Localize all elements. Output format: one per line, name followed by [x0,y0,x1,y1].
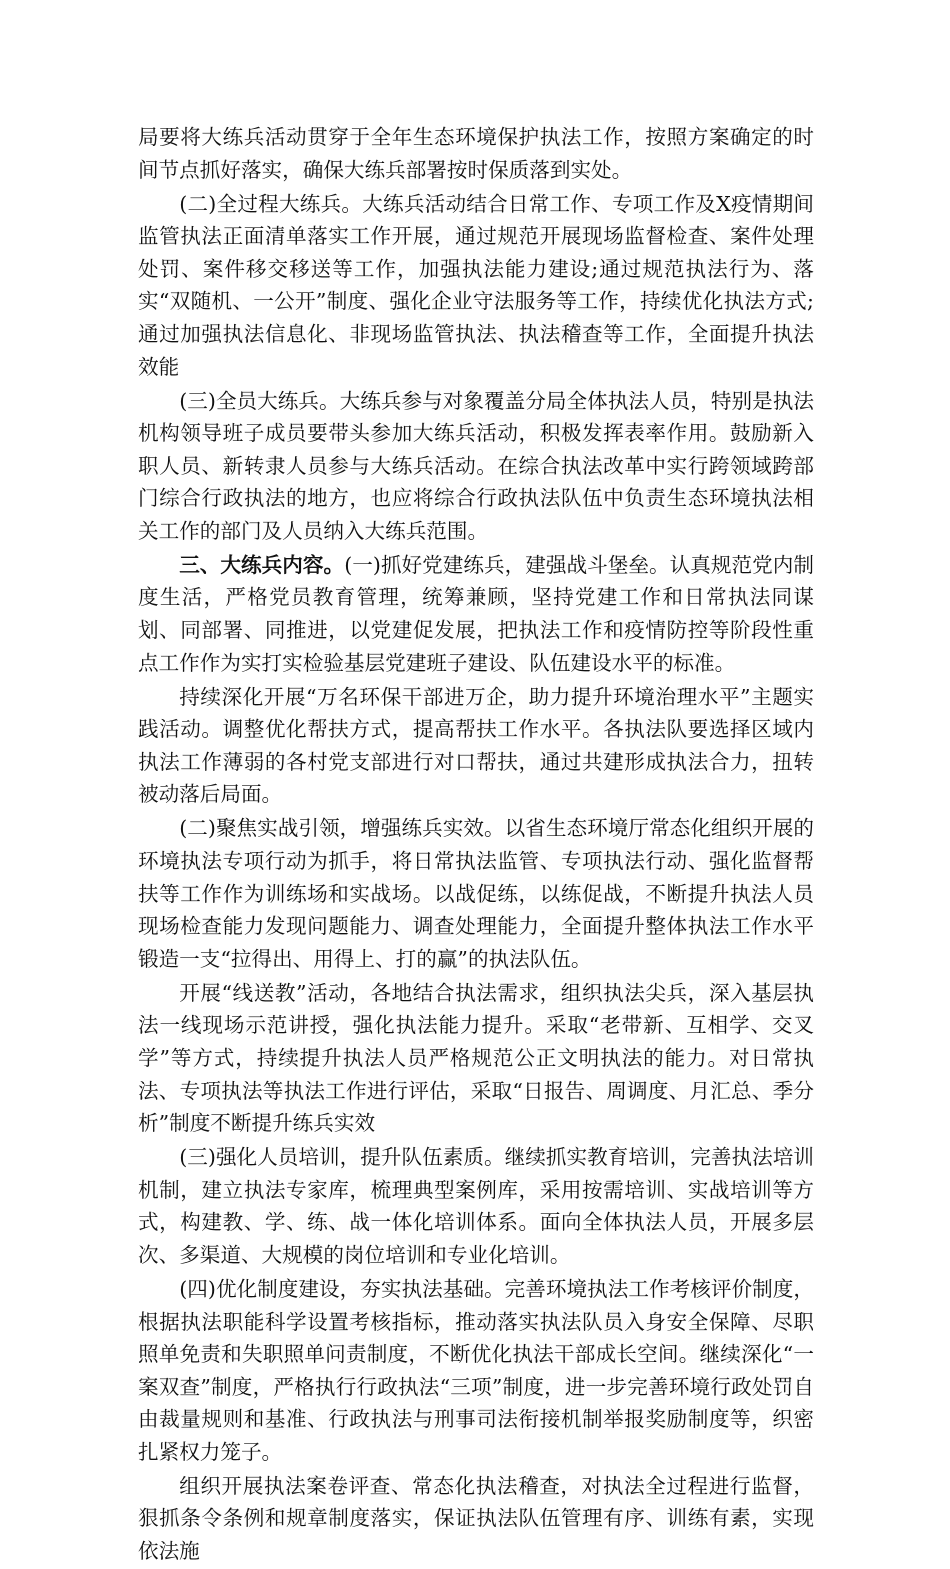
paragraph-8 [138,1141,814,1271]
paragraph-3-text: (三)全员大练兵。大练兵参与对象覆盖分局全体执法人员，特别是执法机构领导班子成员要带头参加大练兵活动，积极发挥表率作用。鼓励新入职人员、新转隶人员参与大练兵活动。在综合执法改革中实行跨领域跨部门综合行政执法的地方，也应将综合行政执法队伍中负责生态环境执法相关工作的部门及人员纳入大练兵范围。 [138,388,814,543]
document-body [138,121,814,1569]
paragraph-1 [138,121,814,186]
section-heading: 三、大练兵内容。 [179,552,345,577]
paragraph-5 [138,681,814,811]
paragraph-2 [138,188,814,384]
paragraph-4-text: (一)抓好党建练兵，建强战斗堡垒。认真规范党内制度生活，严格党员教育管理，统筹兼顾，坚持党建工作和日常执法同谋划、同部署、同推进，以党建促发展，把执法工作和疫情防控等阶段性重点工作作为实打实检验基层党建班子建设、队伍建设水平的标准。 [138,552,815,675]
paragraph-1-text: 局要将大练兵活动贯穿于全年生态环境保护执法工作，按照方案确定的时间节点抓好落实，确保大练兵部署按时保质落到实处。 [138,125,814,182]
paragraph-4 [138,549,814,679]
paragraph-6 [138,812,814,975]
paragraph-5-text: 持续深化开展“万名环保干部进万企，助力提升环境治理水平”主题实践活动。调整优化帮扶方式，提高帮扶工作水平。各执法队要选择区域内执法工作薄弱的各村党支部进行对口帮扶，通过共建形成执法合力，扭转被动落后局面。 [138,684,814,807]
paragraph-3 [138,385,814,548]
paragraph-7-text: 开展“线送教”活动，各地结合执法需求，组织执法尖兵，深入基层执法一线现场示范讲授，强化执法能力提升。采取“老带新、互相学、交叉学”等方式，持续提升执法人员严格规范公正文明执法的能力。对日常执法、专项执法等执法工作进行评估，采取“日报告、周调度、月汇总、季分析”制度不断提升练兵实效 [138,980,814,1136]
paragraph-10 [138,1470,814,1568]
paragraph-9 [138,1273,814,1469]
paragraph-8-text: (三)强化人员培训，提升队伍素质。继续抓实教育培训，完善执法培训机制，建立执法专家库，梳理典型案例库，采用按需培训、实战培训等方式，构建教、学、练、战一体化培训体系。面向全体执法人员，开展多层次、多渠道、大规模的岗位培训和专业化培训。 [138,1145,814,1267]
paragraph-10-text: 组织开展执法案卷评查、常态化执法稽查，对执法全过程进行监督，狠抓条令条例和规章制度落实，保证执法队伍管理有序、训练有素，实现依法施 [138,1473,814,1564]
paragraph-7 [138,977,814,1140]
paragraph-9-text: (四)优化制度建设，夯实执法基础。完善环境执法工作考核评价制度，根据执法职能科学设置考核指标，推动落实执法队员入身安全保障、尽职照单免责和失职照单问责制度，不断优化执法干部成长空间。继续深化“一案双查”制度，严格执行行政执法“三项”制度，进一步完善环境行政处罚自由裁量规则和基准、行政执法与刑事司法衔接机制举报奖励制度等，织密扎紧权力笼子。 [138,1276,814,1464]
paragraph-6-text: (二)聚焦实战引领，增强练兵实效。以省生态环境厅常态化组织开展的环境执法专项行动为抓手，将日常执法监管、专项执法行动、强化监督帮扶等工作作为训练场和实战场。以战促练，以练促战，不断提升执法人员现场检查能力发现问题能力、调查处理能力，全面提升整体执法工作水平锻造一支“拉得出、用得上、打的赢”的执法队伍。 [138,816,814,971]
paragraph-2-text: (二)全过程大练兵。大练兵活动结合日常工作、专项工作及X疫情期间监管执法正面清单落实工作开展，通过规范开展现场监督检查、案件处理处罚、案件移交移送等工作，加强执法能力建设;通过规范执法行为、落实“双随机、一公开”制度、强化企业守法服务等工作，持续优化执法方式;通过加强执法信息化、非现场监管执法、执法稽查等工作，全面提升执法效能 [138,191,814,379]
